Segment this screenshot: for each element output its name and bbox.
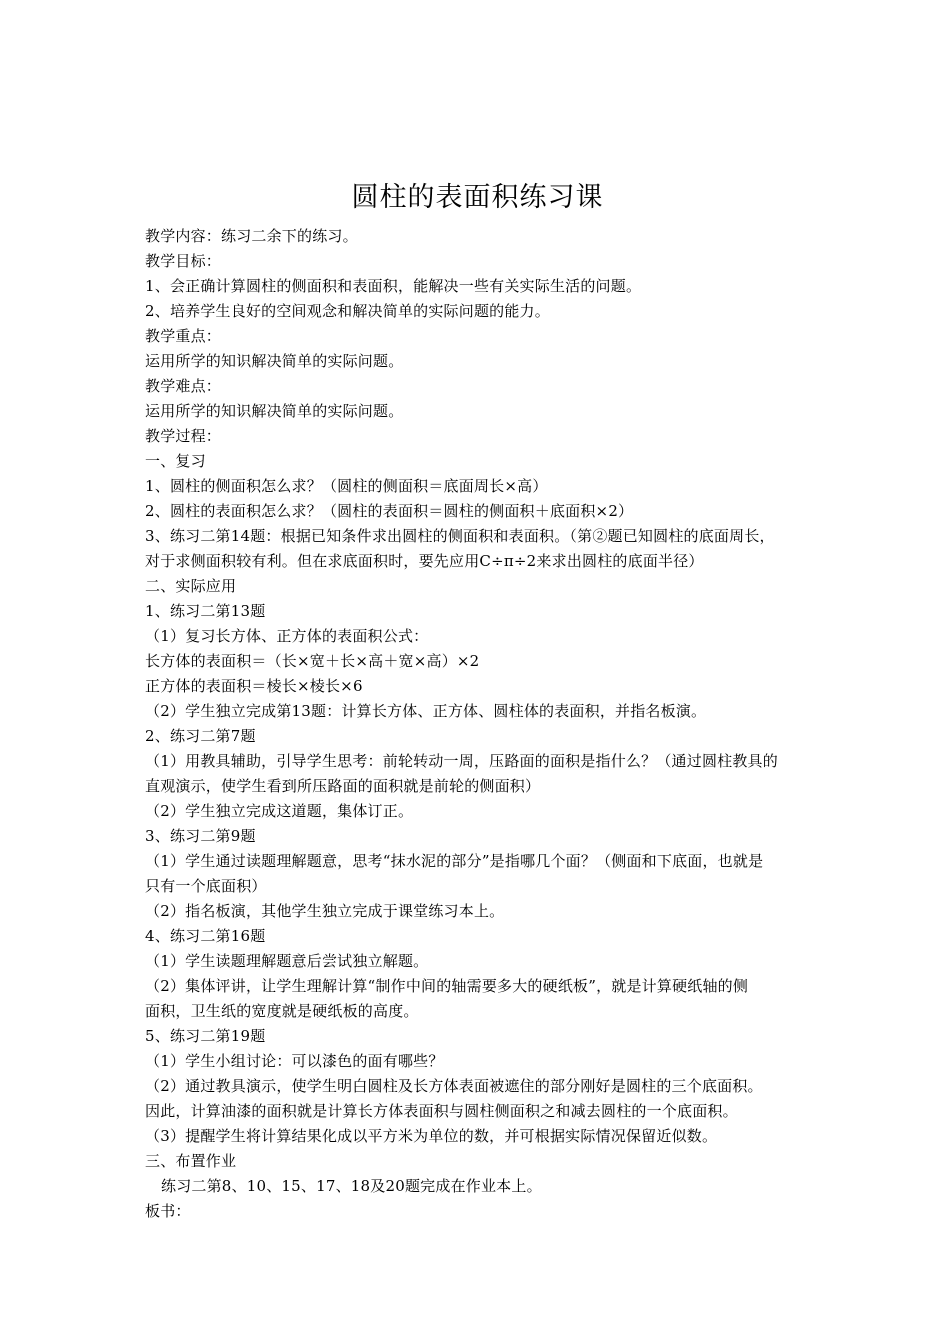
text-line: 3、练习二第9题 bbox=[145, 827, 256, 845]
text-line: 正方体的表面积＝棱长×棱长×6 bbox=[145, 677, 363, 695]
text-line: （1）学生通过读题理解题意，思考“抹水泥的部分”是指哪几个面？（侧面和下底面，也就是 bbox=[145, 852, 764, 870]
text-line: （2）指名板演，其他学生独立完成于课堂练习本上。 bbox=[145, 902, 505, 920]
text-line: 3、练习二第14题：根据已知条件求出圆柱的侧面积和表面积。（第②题已知圆柱的底面周长， bbox=[145, 527, 775, 545]
document-title: 圆柱的表面积练习课 bbox=[351, 182, 604, 213]
text-line: （1）复习长方体、正方体的表面积公式： bbox=[145, 627, 429, 645]
text-line: 1、会正确计算圆柱的侧面积和表面积，能解决一些有关实际生活的问题。 bbox=[145, 277, 642, 295]
text-line: 2、圆柱的表面积怎么求？（圆柱的表面积＝圆柱的侧面积＋底面积×2） bbox=[145, 502, 634, 520]
text-line: （2）学生独立完成第13题：计算长方体、正方体、圆柱体的表面积，并指名板演。 bbox=[145, 702, 707, 720]
text-line: （1）用教具辅助，引导学生思考：前轮转动一周，压路面的面积是指什么？（通过圆柱教具的 bbox=[145, 752, 778, 770]
text-line: 面积，卫生纸的宽度就是硬纸板的高度。 bbox=[145, 1002, 419, 1020]
text-line: 2、培养学生良好的空间观念和解决简单的实际问题的能力。 bbox=[145, 302, 550, 320]
text-line: （2）学生独立完成这道题，集体订正。 bbox=[145, 802, 414, 820]
text-line: 板书： bbox=[145, 1202, 191, 1220]
text-line: 教学目标： bbox=[145, 252, 222, 270]
text-line: （3）提醒学生将计算结果化成以平方米为单位的数，并可根据实际情况保留近似数。 bbox=[145, 1127, 718, 1145]
text-line: 教学重点： bbox=[145, 327, 222, 345]
text-line: （2）通过教具演示，使学生明白圆柱及长方体表面被遮住的部分刚好是圆柱的三个底面积。 bbox=[145, 1077, 763, 1095]
text-line: 因此，计算油漆的面积就是计算长方体表面积与圆柱侧面积之和减去圆柱的一个底面积。 bbox=[145, 1102, 738, 1120]
text-line: 教学难点： bbox=[145, 377, 222, 395]
text-line: 运用所学的知识解决简单的实际问题。 bbox=[145, 402, 404, 420]
text-line: 练习二第8、10、15、17、18及20题完成在作业本上。 bbox=[161, 1177, 542, 1195]
text-line: 2、练习二第7题 bbox=[145, 727, 256, 745]
text-line: 对于求侧面积较有利。但在求底面积时，要先应用C÷π÷2来求出圆柱的底面半径） bbox=[145, 552, 704, 570]
text-line: 直观演示，使学生看到所压路面的面积就是前轮的侧面积） bbox=[145, 777, 541, 795]
text-line: 5、练习二第19题 bbox=[145, 1027, 266, 1045]
text-line: 二、实际应用 bbox=[145, 577, 237, 595]
document-page bbox=[145, 178, 810, 1224]
document-body bbox=[145, 224, 810, 1224]
text-line: 三、布置作业 bbox=[145, 1152, 237, 1170]
text-line: 一、复习 bbox=[145, 452, 206, 470]
text-line: 教学内容：练习二余下的练习。 bbox=[145, 227, 358, 245]
text-line: 4、练习二第16题 bbox=[145, 927, 266, 945]
text-line: 1、练习二第13题 bbox=[145, 602, 266, 620]
text-line: （2）集体评讲，让学生理解计算“制作中间的轴需要多大的硬纸板”，就是计算硬纸轴的侧 bbox=[145, 977, 749, 995]
text-line: 长方体的表面积＝（长×宽＋长×高＋宽×高）×2 bbox=[145, 652, 480, 670]
text-line: （1）学生小组讨论：可以漆色的面有哪些？ bbox=[145, 1052, 444, 1070]
text-line: 教学过程： bbox=[145, 427, 222, 445]
text-line: 只有一个底面积） bbox=[145, 877, 267, 895]
text-line: （1）学生读题理解题意后尝试独立解题。 bbox=[145, 952, 429, 970]
text-line: 1、圆柱的侧面积怎么求？（圆柱的侧面积＝底面周长×高） bbox=[145, 477, 548, 495]
text-line: 运用所学的知识解决简单的实际问题。 bbox=[145, 352, 404, 370]
